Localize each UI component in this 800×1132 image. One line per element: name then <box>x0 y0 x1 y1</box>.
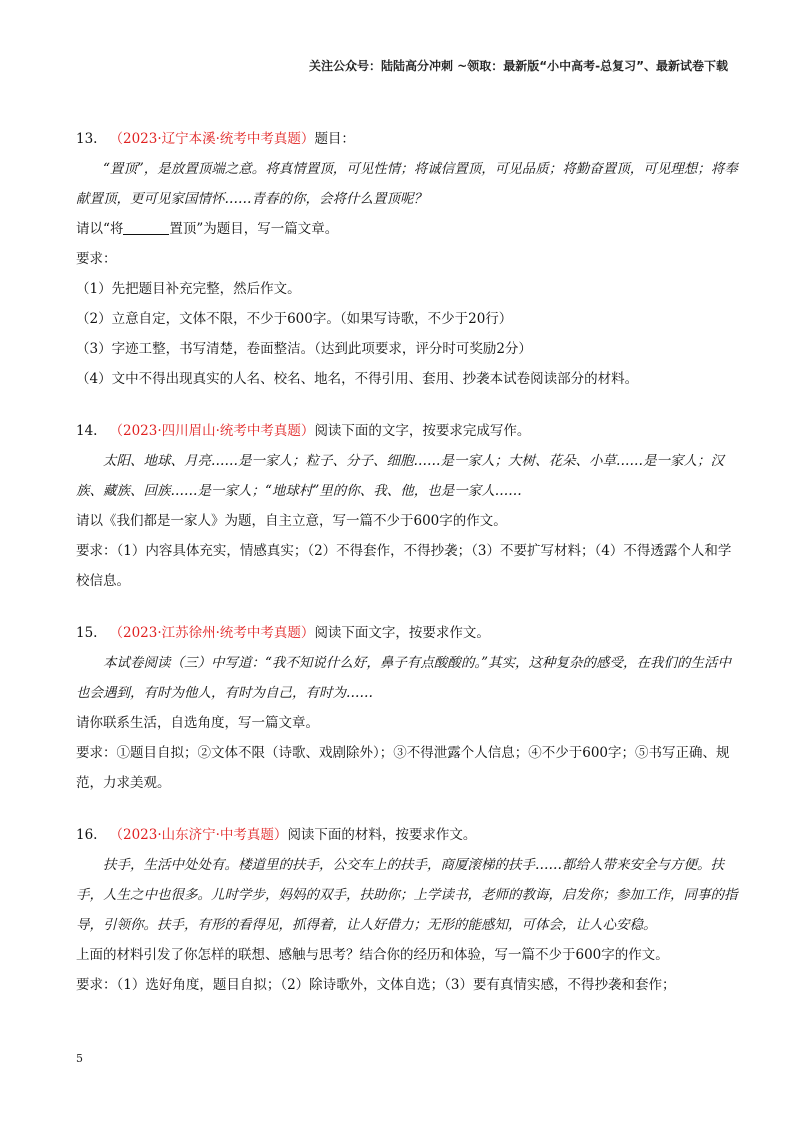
requirement-item: （4）文中不得出现真实的人名、校名、地名，不得引用、套用、抄袭本试卷阅读部分的材料。 <box>76 371 639 387</box>
requirements: 要求：（1）内容具体充实，情感真实；（2）不得套作，不得抄袭；（3）不要扩写材料；（4）不得透露个人和学校信息。 <box>76 543 732 589</box>
question-material: 太阳、地球、月亮……是一家人；粒子、分子、细胞……是一家人；大树、花朵、小草……是一家人；汉族、藏族、回族……是一家人；“地球村”里的你、我、他，也是一家人…… <box>76 453 724 499</box>
page-header: 关注公众号：陆陆高分冲刺 ~领取：最新版“小中高考-总复习”、最新试卷下载 <box>309 59 728 73</box>
question-heading <box>76 416 740 446</box>
question-16 <box>76 820 740 1000</box>
question-material: 本试卷阅读（三）中写道：“我不知说什么好，鼻子有点酸酸的。”其实，这种复杂的感受，在我们的生活中也会遇到，有时为他人，有时为自己，有时为…… <box>76 655 732 701</box>
question-instruction: 题目： <box>314 131 355 147</box>
question-source: （2023·江苏徐州·统考中考真题） <box>109 625 315 641</box>
question-source: （2023·四川眉山·统考中考真题） <box>109 423 315 439</box>
requirement-item: （3）字迹工整，书写清楚，卷面整洁。（达到此项要求，评分时可奖励2分） <box>76 341 532 357</box>
question-heading <box>76 618 740 648</box>
fill-blank <box>123 220 169 235</box>
question-14 <box>76 416 740 596</box>
question-number: 16. <box>76 827 98 843</box>
question-prompt: 请以《我们都是一家人》为题，自主立意，写一篇不少于600字的作文。 <box>76 513 507 529</box>
question-prompt: 请以“将 置顶”为题目，写一篇文章。 <box>76 221 339 237</box>
requirements-title: 要求： <box>76 251 117 267</box>
document-body <box>76 124 740 1000</box>
question-heading <box>76 820 740 850</box>
question-instruction: 阅读下面的材料，按要求作文。 <box>287 827 477 843</box>
question-material: 扶手，生活中处处有。楼道里的扶手，公交车上的扶手，商厦滚梯的扶手……都给人带来安全与方便。扶手，人生之中也很多。儿时学步，妈妈的双手，扶助你；上学读书，老师的教诲，启发你；参加工作，同事的指导，引领你。扶手，有形的看得见，抓得着，让人好借力；无形的能感知，可体会，让人心安稳。 <box>76 857 738 933</box>
requirement-item: （1）先把题目补充完整，然后作文。 <box>76 281 301 297</box>
question-source: （2023·辽宁本溪·统考中考真题） <box>109 131 315 147</box>
question-number: 13. <box>76 131 98 147</box>
page-number: 5 <box>76 1052 83 1065</box>
question-prompt: 上面的材料引发了你怎样的联想、感触与思考？结合你的经历和体验，写一篇不少于600字的作文。 <box>76 947 669 963</box>
question-instruction: 阅读下面文字，按要求作文。 <box>314 625 490 641</box>
requirements: 要求：①题目自拟；②文体不限（诗歌、戏剧除外）；③不得泄露个人信息；④不少于600字；⑤书写正确、规范，力求美观。 <box>76 745 730 791</box>
question-heading <box>76 124 740 154</box>
question-prompt: 请你联系生活，自选角度，写一篇文章。 <box>76 715 319 731</box>
question-material: “置顶”，是放置顶端之意。将真情置顶，可见性情；将诚信置顶，可见品质；将勤奋置顶，可见理想；将奉献置顶，更可见家国情怀……青春的你，会将什么置顶呢？ <box>76 161 738 207</box>
question-number: 14. <box>76 423 98 439</box>
question-source: （2023·山东济宁·中考真题） <box>109 827 288 843</box>
requirement-item: （2）立意自定，文体不限，不少于600字。（如果写诗歌，不少于20行） <box>76 311 513 327</box>
question-instruction: 阅读下面的文字，按要求完成写作。 <box>314 423 531 439</box>
question-15 <box>76 618 740 798</box>
question-13 <box>76 124 740 394</box>
requirements: 要求：（1）选好角度，题目自拟；（2）除诗歌外，文体自选；（3）要有真情实感，不得抄袭和套作； <box>76 977 676 993</box>
question-number: 15. <box>76 625 98 641</box>
